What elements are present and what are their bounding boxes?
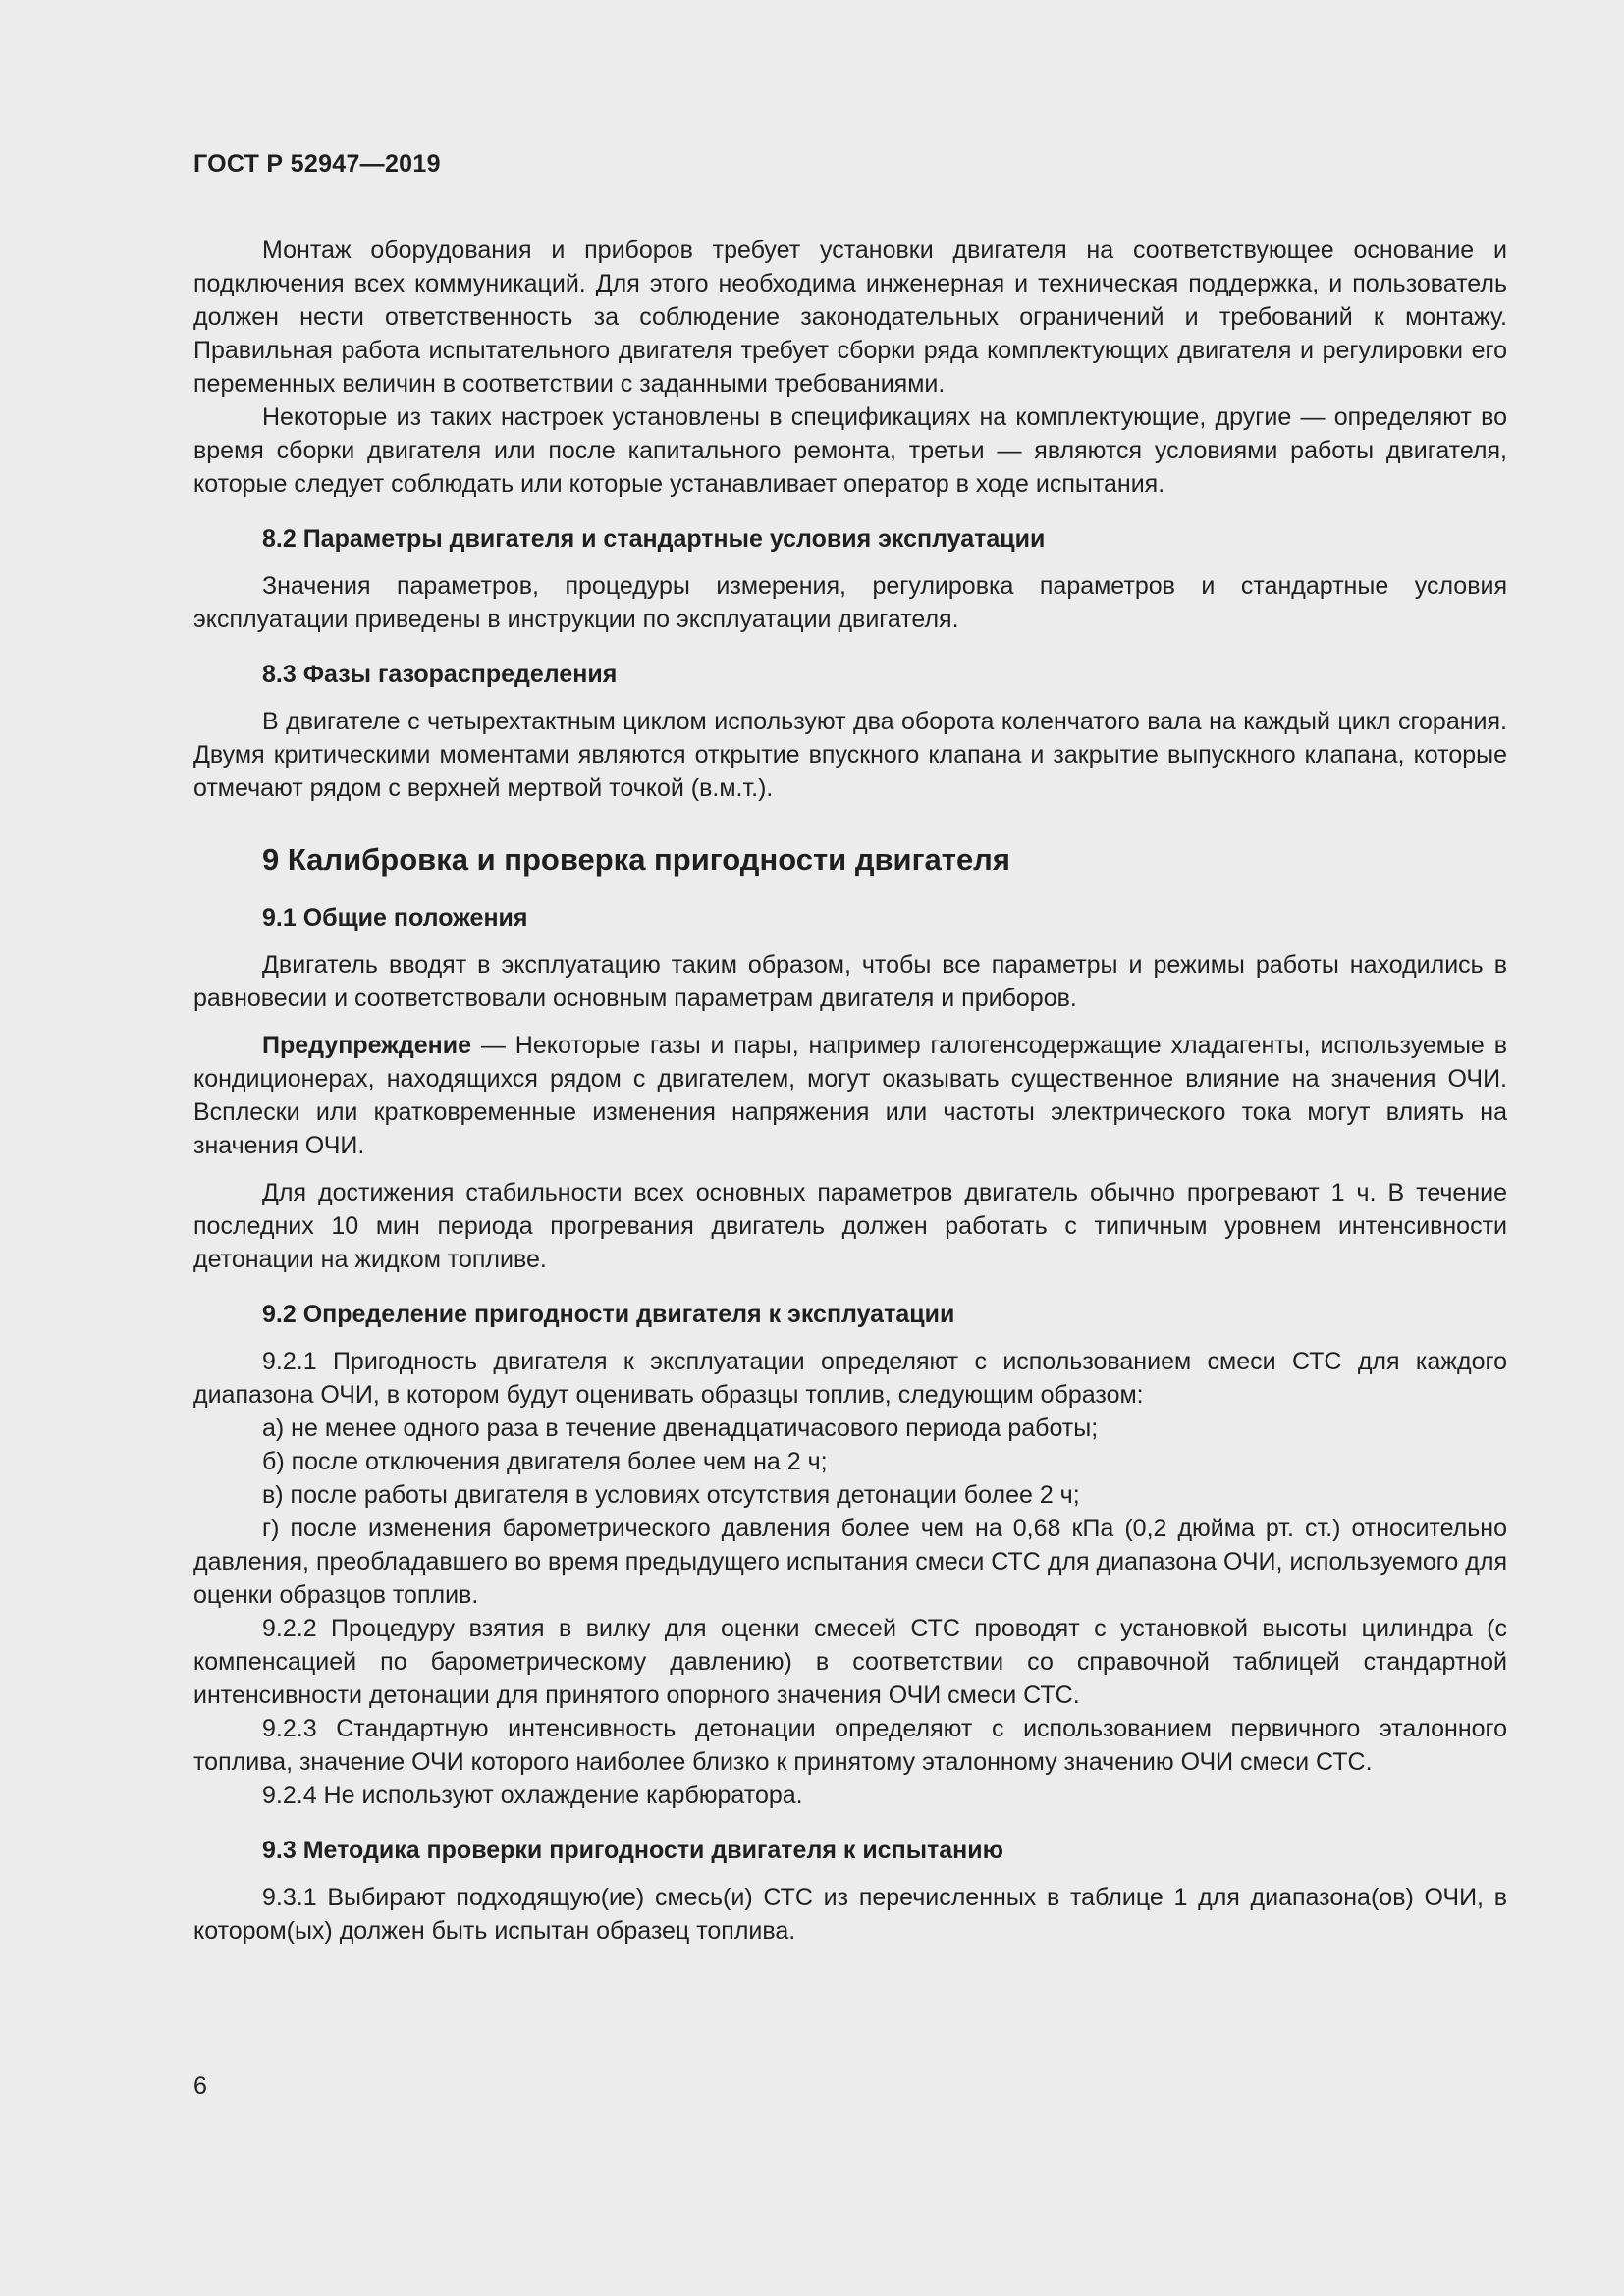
section-9-2-3: 9.2.3 Стандартную интенсивность детонации определяют с использованием первичного эталонного топлива, значение ОЧИ которого наиболее близко к принятому эталонному значению ОЧИ смеси СТС. bbox=[193, 1715, 1507, 1776]
section-9-1-warning bbox=[193, 1029, 1507, 1162]
section-9-1-paragraph-1: Двигатель вводят в эксплуатацию таким образом, чтобы все параметры и режимы работы находились в равновесии и соответствовали основным параметрам двигателя и приборов. bbox=[193, 951, 1507, 1012]
section-8-2-heading: 8.2 Параметры двигателя и стандартные условия эксплуатации bbox=[262, 525, 1046, 553]
section-9-2-1: 9.2.1 Пригодность двигателя к эксплуатации определяют с использованием смеси СТС для каждого диапазона ОЧИ, в котором будут оценивать образцы топлив, следующим образом: bbox=[193, 1348, 1507, 1409]
warning-text: — Некоторые газы и пары, например галогенсодержащие хладагенты, используемые в кондиционерах, находящихся рядом с двигателем, могут оказывать существенное влияние на значения ОЧИ. Всплески или кратковременные изменения напряжения или частоты электрического тока могут влиять на значения ОЧИ. bbox=[193, 1032, 1507, 1159]
section-9-1-paragraph-3: Для достижения стабильности всех основных параметров двигатель обычно прогревают 1 ч. В течение последних 10 мин периода прогревания двигатель должен работать с типичным уровнем интенсивности детонации на жидком топливе. bbox=[193, 1179, 1507, 1273]
list-item-g: г) после изменения барометрического давления более чем на 0,68 кПа (0,2 дюйма рт. ст.) относительно давления, преобладавшего во время предыдущего испытания смеси СТС для диапазона ОЧИ, используемого для оценки образцов топлив. bbox=[193, 1515, 1507, 1609]
section-9-heading: 9 Калибровка и проверка пригодности двигателя bbox=[262, 842, 1010, 877]
list-item-b: б) после отключения двигателя более чем на 2 ч; bbox=[262, 1448, 828, 1475]
section-8-2-text: Значения параметров, процедуры измерения, регулировка параметров и стандартные условия эксплуатации приведены в инструкции по эксплуатации двигателя. bbox=[193, 572, 1507, 633]
warning-label: Предупреждение bbox=[262, 1032, 472, 1059]
section-9-3-1: 9.3.1 Выбирают подходящую(ие) смесь(и) СТС из перечисленных в таблице 1 для диапазона(ов) ОЧИ, в котором(ых) должен быть испытан образец топлива. bbox=[193, 1884, 1507, 1945]
document-page bbox=[193, 147, 1507, 1948]
section-9-2-4: 9.2.4 Не используют охлаждение карбюратора. bbox=[262, 1782, 803, 1809]
section-9-1-heading: 9.1 Общие положения bbox=[262, 904, 528, 932]
section-8-3-heading: 8.3 Фазы газораспределения bbox=[262, 661, 618, 688]
section-9-3-heading: 9.3 Методика проверки пригодности двигателя к испытанию bbox=[262, 1837, 1004, 1864]
intro-paragraph-2: Некоторые из таких настроек установлены в спецификациях на комплектующие, другие — определяют во время сборки двигателя или после капитального ремонта, третьи — являются условиями работы двигателя, которые следует соблюдать или которые устанавливает оператор в ходе испытания. bbox=[193, 403, 1507, 498]
list-item-v: в) после работы двигателя в условиях отсутствия детонации более 2 ч; bbox=[262, 1481, 1080, 1509]
list-item-a: а) не менее одного раза в течение двенадцатичасового периода работы; bbox=[262, 1415, 1099, 1442]
document-id-header: ГОСТ Р 52947—2019 bbox=[193, 150, 441, 178]
page-number: 6 bbox=[193, 2072, 207, 2100]
section-9-2-2: 9.2.2 Процедуру взятия в вилку для оценки смесей СТС проводят с установкой высоты цилиндра (с компенсацией по барометрическому давлению) в соответствии со справочной таблицей стандартной интенсивности детонации для принятого опорного значения ОЧИ смеси СТС. bbox=[193, 1615, 1507, 1709]
intro-paragraph-1: Монтаж оборудования и приборов требует установки двигателя на соответствующее основание и подключения всех коммуникаций. Для этого необходима инженерная и техническая поддержка, и пользователь должен нести ответственность за соблюдение законодательных ограничений и требований к монтажу. Правильная работа испытательного двигателя требует сборки ряда комплектующих двигателя и регулировки его переменных величин в соответствии с заданными требованиями. bbox=[193, 237, 1507, 398]
section-9-2-heading: 9.2 Определение пригодности двигателя к эксплуатации bbox=[262, 1301, 955, 1328]
section-8-3-text: В двигателе с четырехтактным циклом используют два оборота коленчатого вала на каждый цикл сгорания. Двумя критическими моментами являются открытие впускного клапана и закрытие выпускного клапана, которые отмечают рядом с верхней мертвой точкой (в.м.т.). bbox=[193, 708, 1507, 802]
